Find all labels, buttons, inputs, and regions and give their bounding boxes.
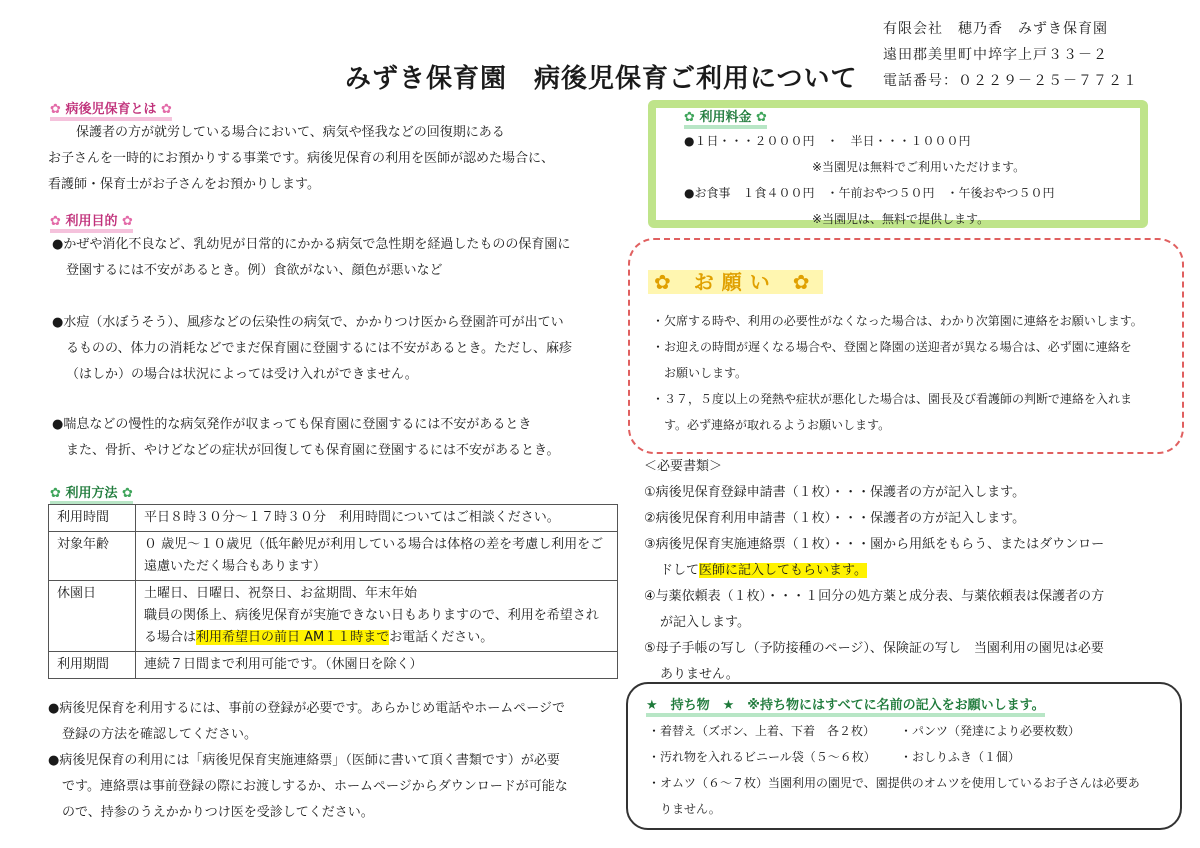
docs-section: ＜必要書類＞ ①病後児保育登録申請書（１枚）・・・保護者の方が記入します。 ②病後児保育利用申請書（１枚）・・・保護者の方が記入します。 ③病後児保育実施連絡票（１枚）・・・園から用紙をもらう、またはダウンロー ドして医師に記入してもらいます。 ④与薬依頼表（１枚）・・・１回分の処方薬と成分表、与薬依頼表は保護者の方 が記入します。 ⑤母子手帳の写し（予防接種のページ）、保険証の写し 当園利用の園児は必要 ありません。 xyxy=(644,454,1184,688)
table-key: 利用期間 xyxy=(49,652,136,679)
flower-icon: ✿ xyxy=(654,270,679,294)
table-key: 対象年齢 xyxy=(49,532,136,581)
highlight-deadline: 利用希望日の前日 AM１１時まで xyxy=(196,630,390,645)
table-value: 土曜日、日曜日、祝祭日、お盆期間、年末年始 職員の関係上、病後児保育が実施できない日もありますので、利用を希望される場合は利用希望日の前日 AM１１時までお電話ください。 xyxy=(136,581,618,652)
about-line: お子さんを一時的にお預かりする事業です。病後児保育の利用を医師が認めた場合に、 xyxy=(48,151,554,166)
table-row xyxy=(49,532,618,581)
flower-icon: ✿ xyxy=(50,102,61,117)
purpose-section xyxy=(50,210,133,229)
about-text xyxy=(48,120,628,198)
table-value: 平日８時３０分～１７時３０分 利用時間についてはご相談ください。 xyxy=(136,505,618,532)
belonging-row: ・着替え（ズボン、上着、下着 各２枚） ・パンツ（発達により必要枚数） xyxy=(648,724,1081,738)
purpose-item: ●かぜや消化不良など、乳幼児が日常的にかかる病気で急性期を経過したものの保育園に 登園するには不安があるとき。例）食欲がない、顔色が悪いなど xyxy=(52,237,571,278)
request-list: ・欠席する時や、利用の必要性がなくなった場合は、わかり次第園に連絡をお願いします。 ・お迎えの時間が遅くなる場合や、登園と降園の送迎者が異なる場合は、必ず園に連絡を お願いします。 ・３７，５度以上の発熱や症状が悪化した場合は、園長及び看護師の判断で連絡を入れま す。必ず連絡が取れるようお願いします。 xyxy=(652,308,1172,438)
request-heading: ✿ お願い ✿ xyxy=(648,266,823,295)
usage-table xyxy=(48,504,618,679)
flower-icon: ✿ xyxy=(755,110,767,125)
flower-icon: ✿ xyxy=(121,486,133,501)
about-line: 保護者の方が就労している場合において、病気や怪我などの回復期にある xyxy=(76,125,505,140)
purpose-heading: ✿ 利用目的 ✿ xyxy=(50,214,133,233)
purpose-item: ●喘息などの慢性的な病気発作が収まっても保育園に登園するには不安があるとき また、骨折、やけどなどの症状が回復しても保育園に登園するには不安があるとき。 xyxy=(52,417,560,458)
doc-item: ②病後児保育利用申請書（１枚）・・・保護者の方が記入します。 xyxy=(644,511,1026,526)
page-title: みずき保育園 病後児保育ご利用について xyxy=(345,64,858,94)
org-name: 有限会社 穂乃香 みずき保育園 xyxy=(883,21,1108,37)
method-heading: ✿ 利用方法 ✿ xyxy=(50,486,133,505)
purpose-item: ●水痘（水ぼうそう）、風疹などの伝染性の病気で、かかりつけ医から登園許可が出てい るものの、体力の消耗などでまだ保育園に登園するには不安があるとき。ただし、麻疹 （はしか）の場合は状況によっては受け入れができません。 xyxy=(52,315,572,382)
method-section xyxy=(50,482,133,501)
docs-heading: ＜必要書類＞ xyxy=(644,459,723,474)
doc-item: ③病後児保育実施連絡票（１枚）・・・園から用紙をもらう、またはダウンロー xyxy=(644,537,1105,552)
flower-icon: ✿ xyxy=(684,110,695,125)
highlight-doctor: 医師に記入してもらいます。 xyxy=(699,563,867,578)
org-phone: 電話番号：０２２９－２５－７７２１ xyxy=(883,73,1138,89)
flower-icon: ✿ xyxy=(121,214,133,229)
belonging-row: ・オムツ（６～７枚）当園利用の園児で、園提供のオムツを使用しているお子さんは必要あ xyxy=(648,776,1140,790)
method-note: ●病後児保育の利用には「病後児保育実施連絡票」（医師に書いて頂く書類です）が必要 です。連絡票は事前登録の際にお渡しするか、ホームページからダウンロードが可能な ので、持参のうえかかりつけ医を受診してください。 xyxy=(48,753,568,820)
table-row xyxy=(49,581,618,652)
flower-icon: ✿ xyxy=(160,102,172,117)
table-value: 連続７日間まで利用可能です。（休園日を除く） xyxy=(136,652,618,679)
flower-icon: ✿ xyxy=(50,486,61,501)
request-item: ・３７，５度以上の発熱や症状が悪化した場合は、園長及び看護師の判断で連絡を入れま xyxy=(652,392,1133,406)
table-value: ０ 歳児～１０歳児（低年齢児が利用している場合は体格の差を考慮し利用をご遠慮いただく場合もあります） xyxy=(136,532,618,581)
fee-content xyxy=(684,128,1134,232)
organization-info xyxy=(883,16,1138,94)
doc-item: ⑤母子手帳の写し（予防接種のページ）、保険証の写し 当園利用の園児は必要 xyxy=(644,641,1104,656)
fee-heading: ✿ 利用料金 ✿ xyxy=(684,110,767,129)
table-row xyxy=(49,505,618,532)
about-line: 看護師・保育士がお子さんをお預かりします。 xyxy=(48,177,320,192)
fee-line: ●１日・・・２０００円 ・ 半日・・・１０００円 xyxy=(684,134,971,148)
belongings-heading: ★ 持ち物 ★ ※持ち物にはすべてに名前の記入をお願いします。 xyxy=(646,694,1045,713)
fee-line: ●お食事 １食４００円 ・午前おやつ５０円 ・午後おやつ５０円 xyxy=(684,186,1055,200)
org-address: 遠田郡美里町中埣字上戸３３－２ xyxy=(883,47,1108,63)
about-heading: ✿ 病後児保育とは ✿ xyxy=(50,102,172,121)
belongings-list: ・着替え（ズボン、上着、下着 各２枚） ・パンツ（発達により必要枚数） ・汚れ物を入れるビニール袋（５～６枚） ・おしりふき（１個） ・オムツ（６～７枚）当園利用の園児で、園提供のオムツを使用しているお子さんは必要あ りません。 xyxy=(648,718,1168,822)
method-note: ●病後児保育を利用するには、事前の登録が必要です。あらかじめ電話やホームページで 登録の方法を確認してください。 xyxy=(48,701,566,742)
flower-icon: ✿ xyxy=(792,270,818,294)
fee-note: ※当園児は、無料で提供します。 xyxy=(812,212,990,226)
doc-item: ①病後児保育登録申請書（１枚）・・・保護者の方が記入します。 xyxy=(644,485,1026,500)
fee-section xyxy=(684,106,767,125)
table-key: 休園日 xyxy=(49,581,136,652)
table-key: 利用時間 xyxy=(49,505,136,532)
flower-icon: ✿ xyxy=(50,214,61,229)
doc-item: ④与薬依頼表（１枚）・・・１回分の処方薬と成分表、与薬依頼表は保護者の方 xyxy=(644,589,1105,604)
belonging-row: ・汚れ物を入れるビニール袋（５～６枚） ・おしりふき（１個） xyxy=(648,750,1021,764)
request-item: ・お迎えの時間が遅くなる場合や、登園と降園の送迎者が異なる場合は、必ず園に連絡を xyxy=(652,340,1132,354)
table-row xyxy=(49,652,618,679)
request-item: ・欠席する時や、利用の必要性がなくなった場合は、わかり次第園に連絡をお願いします。 xyxy=(652,314,1143,328)
about-section xyxy=(50,98,172,117)
fee-note: ※当園児は無料でご利用いただけます。 xyxy=(812,160,1026,174)
